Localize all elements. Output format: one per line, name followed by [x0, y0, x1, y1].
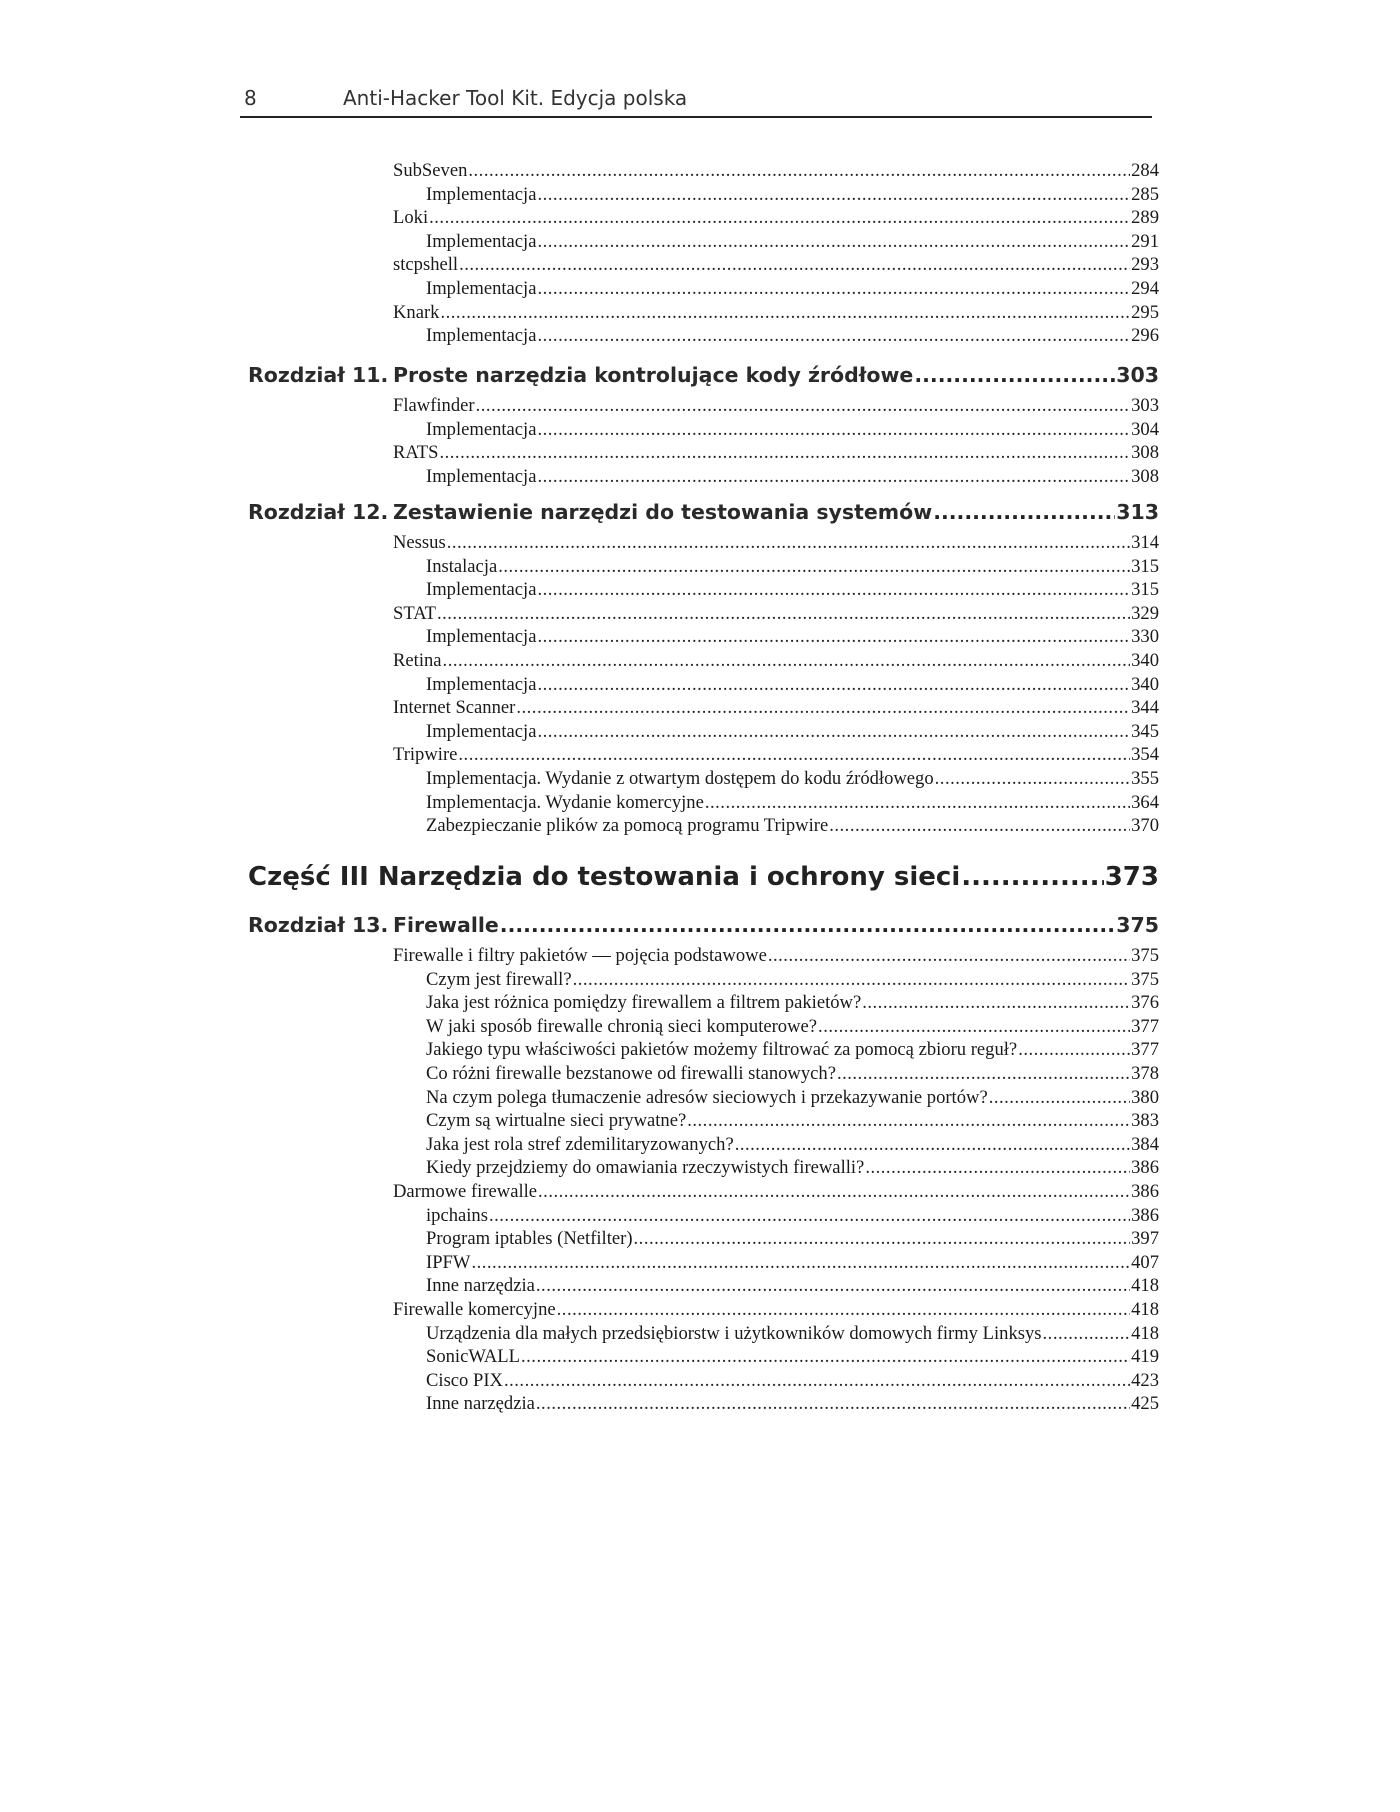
- toc-entry: [426, 1110, 1159, 1134]
- toc-title: Firewalle komercyjne: [393, 1299, 556, 1320]
- toc-page-number: 296: [1131, 325, 1159, 347]
- toc-entry: [393, 160, 1159, 184]
- dot-leader: [521, 1346, 1130, 1368]
- toc-title: SonicWALL: [426, 1346, 520, 1368]
- toc-page-number: 329: [1131, 602, 1159, 624]
- toc-page-number: 397: [1131, 1228, 1159, 1250]
- toc-page-number: 345: [1131, 720, 1159, 742]
- toc-title: Firewalle i filtry pakietów — pojęcia podstawowe: [393, 945, 767, 966]
- toc-title: Zabezpieczanie plików za pomocą programu Tripwire: [426, 815, 829, 837]
- toc-title: Jakiego typu właściwości pakietów możemy filtrować za pomocą zbioru reguł?: [426, 1039, 1018, 1061]
- dot-leader: [459, 254, 1130, 276]
- toc-title: Implementacja: [426, 230, 537, 252]
- toc-page-number: 370: [1131, 815, 1159, 837]
- dot-leader: [537, 466, 1130, 488]
- dot-leader: [1018, 1039, 1130, 1061]
- toc-page-number: 308: [1131, 442, 1159, 464]
- toc-title: Na czym polega tłumaczenie adresów sieciowych i przekazywanie portów?: [426, 1086, 988, 1108]
- toc-entry: [426, 556, 1159, 580]
- toc-page-number: 407: [1131, 1251, 1159, 1273]
- dot-leader: [516, 697, 1130, 719]
- toc-entry: [426, 815, 1159, 839]
- toc-title: Część III Narzędzia do testowania i ochrony sieci: [248, 862, 961, 892]
- toc-title: Implementacja. Wydanie z otwartym dostępem do kodu źródłowego: [426, 768, 934, 789]
- toc-title: Tripwire: [393, 744, 458, 766]
- dot-leader: [989, 1087, 1130, 1109]
- toc-title: Cisco PIX: [426, 1369, 503, 1391]
- toc-title: Flawfinder: [393, 395, 475, 416]
- toc-page-number: 295: [1131, 301, 1159, 323]
- toc-page-number: 376: [1131, 992, 1159, 1014]
- toc-title: Nessus: [393, 532, 446, 553]
- toc-title: ipchains: [426, 1204, 488, 1226]
- toc-page-number: 313: [1116, 500, 1159, 524]
- toc-entry: [426, 579, 1159, 603]
- toc-entry: [426, 992, 1159, 1016]
- dot-leader: [687, 1110, 1130, 1132]
- toc-page-number: 418: [1131, 1299, 1159, 1320]
- toc-page-number: 378: [1131, 1063, 1159, 1084]
- toc-entry: [393, 650, 1159, 674]
- toc-title: Program iptables (Netfilter): [426, 1228, 633, 1250]
- toc-title: Knark: [393, 301, 440, 323]
- dot-leader: [476, 395, 1131, 417]
- dot-leader: [537, 626, 1130, 648]
- toc-title: Implementacja: [426, 465, 537, 487]
- toc-title: stcpshell: [393, 254, 459, 276]
- dot-leader: [536, 1275, 1130, 1297]
- toc-page-number: 304: [1131, 418, 1159, 440]
- dot-leader: [735, 1134, 1130, 1156]
- toc-title: Urządzenia dla małych przedsiębiorstw i użytkowników domowych firmy Linksys: [426, 1322, 1042, 1344]
- toc-page-number: 289: [1131, 207, 1159, 229]
- dot-leader: [634, 1228, 1131, 1250]
- dot-leader: [837, 1063, 1130, 1085]
- toc-title: SubSeven: [393, 160, 468, 181]
- dot-leader: [504, 1370, 1130, 1392]
- toc-entry: [426, 1087, 1159, 1111]
- toc-entry: [393, 603, 1159, 627]
- toc-title: Inne narzędzia: [426, 1393, 535, 1415]
- toc-title: IPFW: [426, 1251, 471, 1273]
- toc-entry: [426, 419, 1159, 443]
- dot-leader: [865, 1157, 1130, 1179]
- dot-leader: [829, 815, 1130, 837]
- running-header: [240, 82, 1152, 118]
- toc-title: RATS: [393, 442, 439, 464]
- chapter-heading: [393, 500, 1159, 530]
- dot-leader: [537, 419, 1130, 441]
- dot-leader: [489, 1205, 1130, 1227]
- dot-leader: [933, 500, 1115, 524]
- toc-entry: [393, 442, 1159, 466]
- toc-page-number: 284: [1131, 160, 1159, 181]
- toc-page-number: 423: [1131, 1369, 1159, 1391]
- toc-entry: [393, 744, 1159, 768]
- toc-title: Inne narzędzia: [426, 1275, 535, 1297]
- toc-title: Implementacja: [426, 325, 537, 347]
- chapter-heading: [393, 363, 1159, 393]
- toc-page-number: 303: [1116, 363, 1159, 387]
- toc-entry: [426, 1205, 1159, 1229]
- toc-page-number: 354: [1131, 744, 1159, 766]
- dot-leader: [935, 768, 1130, 790]
- toc-title: Implementacja: [426, 579, 537, 601]
- toc-entry: [393, 395, 1159, 419]
- dot-leader: [439, 442, 1130, 464]
- toc-title: Czym jest firewall?: [426, 968, 572, 990]
- toc-title: Implementacja: [426, 673, 537, 695]
- dot-leader: [498, 556, 1130, 578]
- toc-entry: [426, 1134, 1159, 1158]
- toc-page-number: 375: [1131, 945, 1159, 966]
- dot-leader: [862, 992, 1130, 1014]
- dot-leader: [458, 744, 1130, 766]
- toc-entry: [426, 231, 1159, 255]
- toc-entry: [393, 207, 1159, 231]
- toc-page-number: 285: [1131, 183, 1159, 205]
- toc-entry: [426, 325, 1159, 349]
- dot-leader: [443, 650, 1131, 672]
- toc-page-number: 303: [1131, 395, 1159, 416]
- toc-title: Loki: [393, 207, 429, 229]
- toc-entry: [426, 1039, 1159, 1063]
- toc-title: W jaki sposób firewalle chronią sieci komputerowe?: [426, 1015, 818, 1037]
- toc-entry: [426, 1157, 1159, 1181]
- dot-leader: [705, 792, 1130, 814]
- toc-page-number: 330: [1131, 626, 1159, 648]
- toc-entry: [393, 302, 1159, 326]
- dot-leader: [536, 1393, 1130, 1415]
- toc-page-number: 355: [1131, 768, 1159, 789]
- dot-leader: [429, 207, 1130, 229]
- chapter-number: Rozdział 11.: [248, 363, 389, 387]
- toc-page-number: 308: [1131, 465, 1159, 487]
- toc-entry: [426, 466, 1159, 490]
- dot-leader: [537, 231, 1130, 253]
- toc-page-number: 375: [1116, 913, 1159, 937]
- toc-page-number: 418: [1131, 1275, 1159, 1297]
- toc-page-number: 386: [1131, 1157, 1159, 1179]
- toc-title: STAT: [393, 602, 436, 624]
- toc-entry: [393, 1181, 1159, 1205]
- toc-entry: [393, 254, 1159, 278]
- chapter-number: Rozdział 12.: [248, 500, 389, 524]
- dot-leader: [440, 302, 1130, 324]
- toc-title: Implementacja: [426, 183, 537, 205]
- toc-entry: [426, 626, 1159, 650]
- toc-title: Implementacja: [426, 278, 537, 299]
- toc-page-number: 340: [1131, 650, 1159, 671]
- toc-title: Implementacja. Wydanie komercyjne: [426, 791, 704, 813]
- dot-leader: [573, 969, 1131, 991]
- toc-page-number: 383: [1131, 1110, 1159, 1132]
- toc-entry: [426, 1275, 1159, 1299]
- toc-page-number: 291: [1131, 230, 1159, 252]
- dot-leader: [768, 945, 1130, 967]
- toc-entry: [393, 1299, 1159, 1323]
- toc-page-number: 294: [1131, 278, 1159, 299]
- toc-title: Implementacja: [426, 418, 537, 440]
- part-heading: [248, 862, 1159, 898]
- toc-title: Implementacja: [426, 720, 537, 742]
- page-number: 8: [244, 86, 257, 110]
- toc-entry: [426, 1228, 1159, 1252]
- toc-entry: [426, 1252, 1159, 1276]
- toc-entry: [393, 532, 1159, 556]
- toc-page-number: 315: [1131, 555, 1159, 577]
- toc-page-number: 386: [1131, 1204, 1159, 1226]
- toc-page-number: 314: [1131, 532, 1159, 553]
- toc-title: Zestawienie narzędzi do testowania systemów: [393, 500, 933, 524]
- dot-leader: [557, 1299, 1130, 1321]
- book-title: Anti-Hacker Tool Kit. Edycja polska: [343, 86, 688, 110]
- dot-leader: [471, 1252, 1130, 1274]
- toc-page-number: 364: [1131, 791, 1159, 813]
- toc-title: Czym są wirtualne sieci prywatne?: [426, 1110, 687, 1132]
- chapter-heading: [393, 913, 1159, 943]
- toc-page-number: 425: [1131, 1393, 1159, 1415]
- toc-title: Proste narzędzia kontrolujące kody źródłowe: [393, 363, 914, 387]
- toc-entry: [426, 184, 1159, 208]
- dot-leader: [468, 160, 1130, 182]
- dot-leader: [538, 1181, 1130, 1203]
- toc-entry: [426, 1370, 1159, 1394]
- toc-entry: [426, 278, 1159, 302]
- dot-leader: [500, 913, 1115, 937]
- toc-page-number: 380: [1131, 1086, 1159, 1108]
- toc-page-number: 315: [1131, 579, 1159, 601]
- dot-leader: [537, 325, 1130, 347]
- dot-leader: [961, 862, 1103, 892]
- toc-title: Implementacja: [426, 626, 537, 648]
- toc-page-number: 293: [1131, 254, 1159, 276]
- dot-leader: [537, 721, 1130, 743]
- toc-entry: [393, 945, 1159, 969]
- toc-entry: [426, 721, 1159, 745]
- toc-title: Firewalle: [393, 913, 499, 937]
- toc-title: Instalacja: [426, 555, 498, 577]
- toc-title: Internet Scanner: [393, 697, 516, 719]
- dot-leader: [537, 278, 1130, 300]
- toc-page-number: 418: [1131, 1322, 1159, 1344]
- toc-entry: [426, 768, 1159, 792]
- toc-title: Jaka jest rola stref zdemilitaryzowanych?: [426, 1133, 734, 1155]
- toc-entry: [426, 1323, 1159, 1347]
- toc-page-number: 377: [1131, 1015, 1159, 1037]
- dot-leader: [437, 603, 1130, 625]
- toc-page-number: 384: [1131, 1133, 1159, 1155]
- toc-entry: [426, 792, 1159, 816]
- toc-entry: [426, 1063, 1159, 1087]
- toc-page-number: 340: [1131, 673, 1159, 695]
- dot-leader: [537, 184, 1130, 206]
- dot-leader: [818, 1016, 1130, 1038]
- toc-page-number: 386: [1131, 1181, 1159, 1202]
- toc-entry: [426, 1346, 1159, 1370]
- dot-leader: [447, 532, 1130, 554]
- chapter-number: Rozdział 13.: [248, 913, 389, 937]
- toc-title: Co różni firewalle bezstanowe od firewalli stanowych?: [426, 1063, 836, 1084]
- toc-entry: [426, 1016, 1159, 1040]
- toc-entry: [393, 697, 1159, 721]
- toc-entry: [426, 674, 1159, 698]
- toc-title: Darmowe firewalle: [393, 1181, 538, 1202]
- dot-leader: [537, 579, 1130, 601]
- dot-leader: [1043, 1323, 1131, 1345]
- toc-title: Jaka jest różnica pomiędzy firewallem a filtrem pakietów?: [426, 992, 862, 1014]
- toc-title: Kiedy przejdziemy do omawiania rzeczywistych firewalli?: [426, 1157, 865, 1179]
- toc-entry: [426, 1393, 1159, 1417]
- toc-page-number: 377: [1131, 1039, 1159, 1061]
- toc-page-number: 344: [1131, 697, 1159, 719]
- dot-leader: [914, 363, 1115, 387]
- toc-page-number: 373: [1104, 862, 1159, 892]
- toc-entry: [426, 969, 1159, 993]
- toc-page-number: 419: [1131, 1346, 1159, 1368]
- toc-title: Retina: [393, 650, 442, 671]
- toc-page-number: 375: [1131, 968, 1159, 990]
- dot-leader: [537, 674, 1130, 696]
